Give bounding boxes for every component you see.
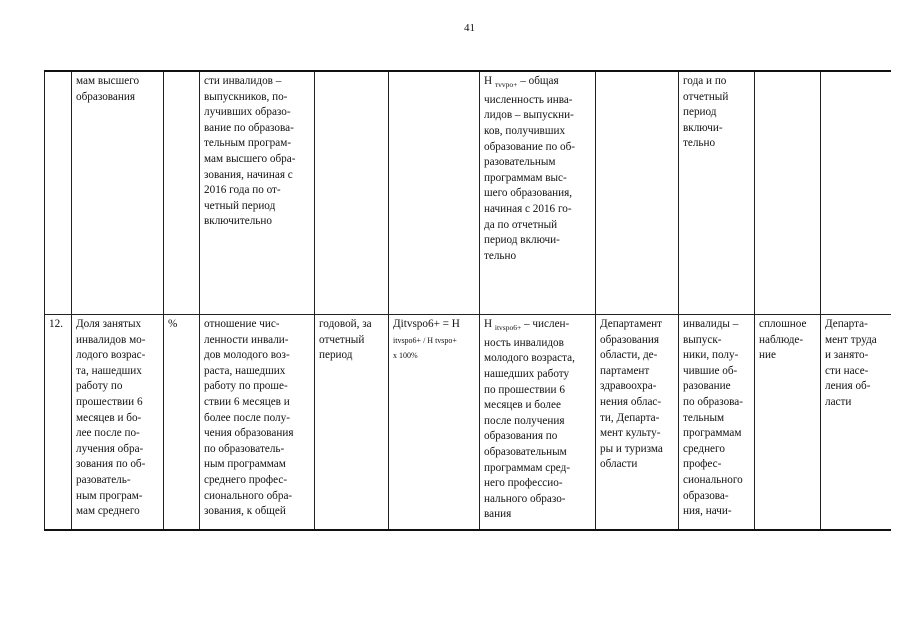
variable-description: – общая численность инва- лидов – выпускни- ков, получивших образование по об- разовательным программам выс- шего образования, начиная с 2016 го- да по отчетный период включи- тельно [484,75,576,262]
table-row [45,315,891,531]
formula-sub: itvspo6+ / Н tvspo+ х 100% [393,335,457,361]
periodicity-cell [315,71,389,315]
variables-cell [480,315,596,531]
unit-cell: % [164,315,200,531]
method-cell: сплошное наблюде- ние [755,315,821,531]
row-number: 12. [45,315,72,531]
formula-cell [389,71,480,315]
table-row [45,71,891,315]
variables-cell [480,71,596,315]
variable-description: – числен- ность инвалидов молодого возраста, нашедших работу по прошествии 6 месяцев и более после получения образования по образовательным программам сред- него профессио- нального образо- вания [484,318,575,521]
indicator-name-cell: Доля занятых инвалидов мо- лодого возрас- та, нашедших работу по прошествии 6 месяцев и бо- лее после по- лучения обра- зования по об- разователь- ным програм- мам среднего [72,315,164,531]
variable-subscript: itvspo6+ [494,323,522,333]
population-cell: инвалиды – выпуск- ники, полу- чившие об- разование по образова- тельным программам среднего профес- сионального образова- ния, начи- [679,315,755,531]
population-cell: года и по отчетный период включи- тельно [679,71,755,315]
formula-cell [389,315,480,531]
indicator-name-cell: мам высшего образования [72,71,164,315]
definition-cell: сти инвалидов – выпускников, по- лучивших образо- вание по образова- тельным програм- мам высшего обра- зования, начиная с 2016 года по от- четный период включительно [200,71,315,315]
unit-cell [164,71,200,315]
periodicity-cell: годовой, за отчетный период [315,315,389,531]
responsible-cell [596,71,679,315]
variable-symbol: Н [484,75,493,87]
definition-cell: отношение чис- ленности инвали- дов молодого воз- раста, нашедших работу по проше- ствии 6 месяцев и более после полу- чения образования по образователь- ным программам среднего профес- сионального обра- зования, к общей [200,315,315,531]
source-cell: Департа- мент труда и занято- сти насе- ления об- ласти [821,315,891,531]
formula-main: Дitvspo6+ = Н [393,318,460,330]
page-number: 41 [464,22,475,34]
responsible-cell: Департамент образования области, де- партамент здравоохра- нения облас- ти, Департа- мент культу- ры и туризма области [596,315,679,531]
variable-symbol: Н [484,318,493,330]
indicator-table [44,70,891,531]
variable-subscript: тvvpo+ [494,80,518,90]
method-cell [755,71,821,315]
source-cell [821,71,891,315]
row-number [45,71,72,315]
